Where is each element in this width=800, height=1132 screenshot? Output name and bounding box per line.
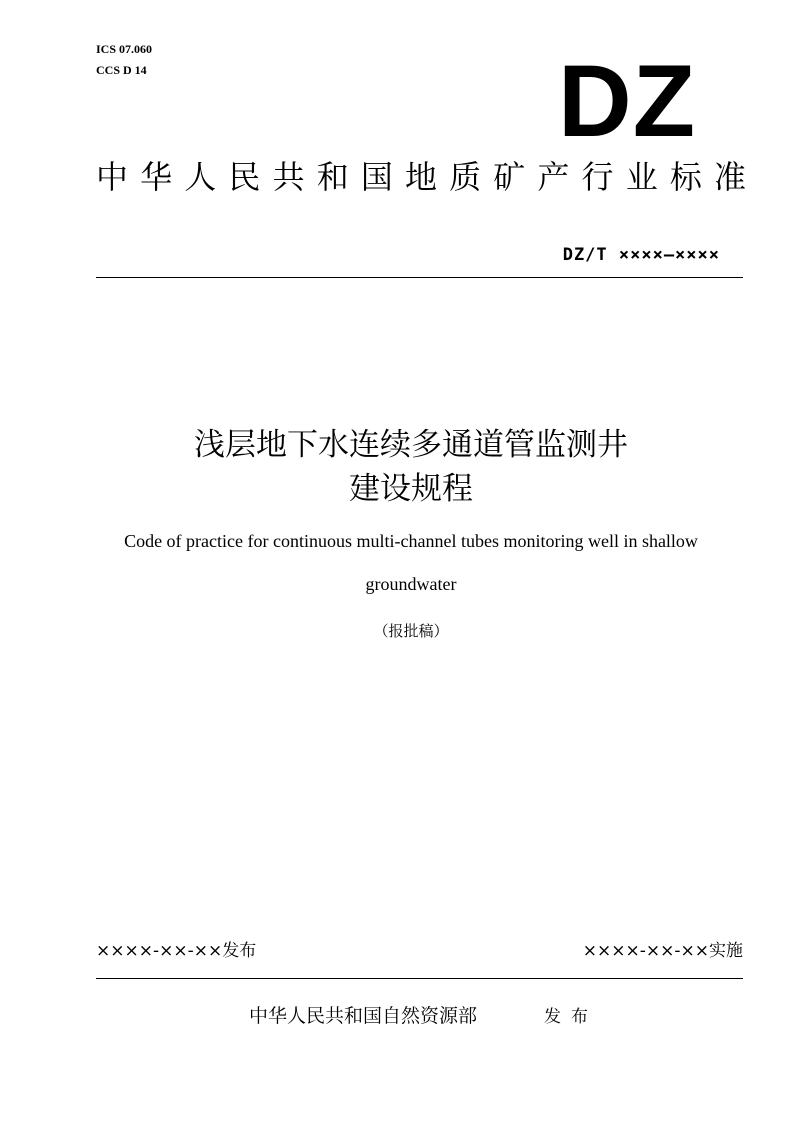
footer-divider [96, 978, 743, 979]
publish-date: ××××-××-××发布 [96, 941, 257, 961]
draft-status-note: （报批稿） [373, 622, 449, 640]
ccs-code: CCS D 14 [96, 63, 147, 77]
ics-code: ICS 07.060 [96, 42, 153, 56]
title-chinese-line-1: 浅层地下水连续多通道管监测井 [194, 427, 628, 463]
implementation-date: ××××-××-××实施 [582, 941, 743, 961]
dz-logo: DZ [558, 44, 696, 158]
title-chinese-line-2: 建设规程 [349, 471, 473, 507]
title-english-line-1: Code of practice for continuous multi-channel tubes monitoring well in shallow [124, 531, 698, 551]
issuing-authority: 中华人民共和国自然资源部 [249, 1005, 478, 1027]
issue-label: 发布 [544, 1007, 598, 1027]
standard-number: DZ/T ××××—×××× [562, 245, 720, 265]
industry-standard-name: 中华人民共和国地质矿产行业标准 [96, 158, 746, 196]
header-divider [96, 277, 743, 278]
title-english-line-2: groundwater [365, 574, 457, 594]
